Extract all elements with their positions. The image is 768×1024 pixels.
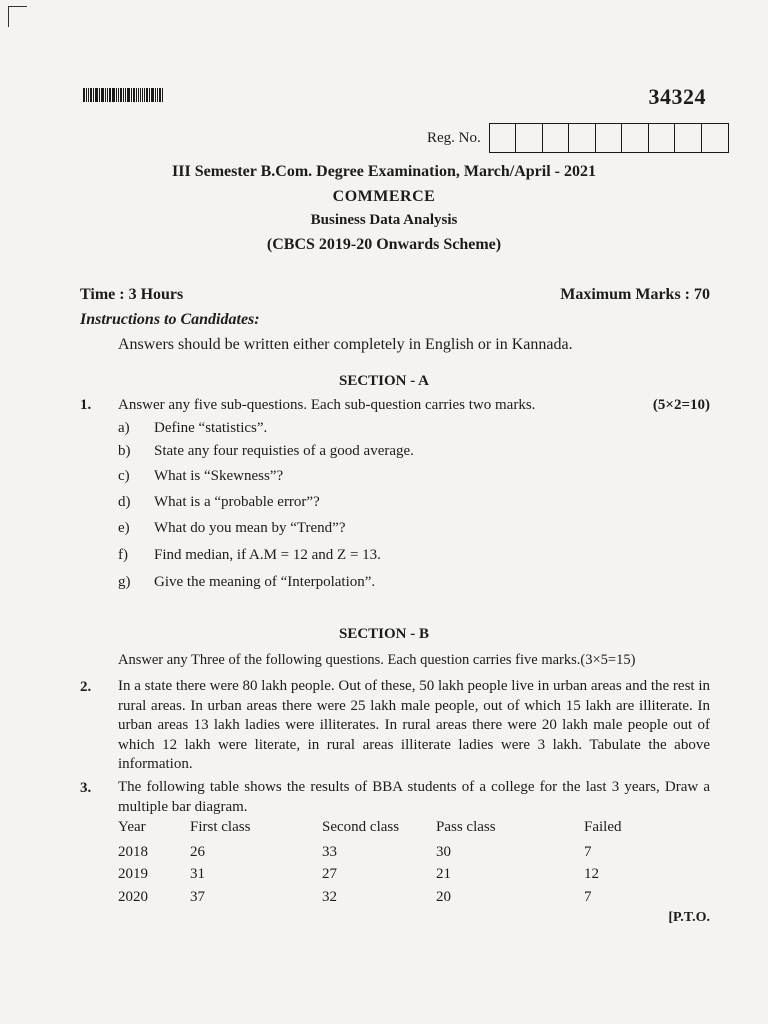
reg-no-label: Reg. No. — [427, 129, 481, 146]
sub-question-text: What is a “probable error”? — [154, 494, 320, 510]
sub-question-label: f) — [118, 547, 128, 563]
table-cell: 26 — [190, 844, 205, 860]
table-header-cell: Pass class — [436, 819, 496, 835]
reg-no-box — [702, 124, 729, 152]
barcode-bar — [101, 88, 102, 102]
paper-title: Business Data Analysis — [310, 212, 458, 228]
table-header-cell: Failed — [584, 819, 622, 835]
barcode-bar — [149, 88, 150, 102]
reg-no-box — [596, 124, 623, 152]
section-b-instruction: Answer any Three of the following questions. Each question carries five marks.(3×5=15) — [118, 652, 636, 668]
table-cell: 2018 — [118, 844, 148, 860]
reg-no-box — [516, 124, 543, 152]
sub-question — [118, 468, 283, 485]
paper-code: 34324 — [648, 84, 706, 109]
reg-no-box — [490, 124, 517, 152]
table-cell: 21 — [436, 866, 451, 882]
time-duration: Time : 3 Hours — [80, 286, 184, 303]
instructions-text: Answers should be written either completely in English or in Kannada. — [118, 336, 573, 353]
table-header-cell: First class — [190, 819, 251, 835]
barcode-bar — [99, 88, 100, 102]
table-cell: 31 — [190, 866, 205, 882]
table-cell: 7 — [584, 844, 592, 860]
table-cell: 37 — [190, 889, 205, 905]
barcode-bar — [140, 88, 142, 102]
barcode-bar — [131, 88, 132, 102]
barcode-bar — [155, 88, 156, 102]
sub-question-text: State any four requisties of a good average. — [154, 443, 414, 459]
reg-no-box — [675, 124, 702, 152]
table-cell: 7 — [584, 889, 592, 905]
maximum-marks: Maximum Marks : 70 — [560, 286, 710, 303]
table-cell: 33 — [322, 844, 337, 860]
barcode-bar — [151, 88, 154, 102]
sub-question-label: d) — [118, 494, 131, 510]
barcode-bar — [146, 88, 148, 102]
sub-question-label: g) — [118, 574, 131, 590]
table-cell: 27 — [322, 866, 337, 882]
sub-question — [118, 574, 375, 591]
sub-question-text: Define “statistics”. — [154, 420, 268, 436]
table-header-cell: Year — [118, 819, 146, 835]
table-cell: 2020 — [118, 889, 148, 905]
barcode-bar — [162, 88, 163, 102]
corner-mark — [8, 6, 27, 27]
barcode-bar — [157, 88, 158, 102]
barcode-bar — [112, 88, 115, 102]
question-1-number: 1. — [80, 397, 92, 413]
barcode-bar — [116, 88, 117, 102]
table-row — [118, 889, 638, 911]
question-2-text: In a state there were 80 lakh people. Out of these, 50 lakh people live in urban areas and the rest in rural areas. In urban areas there were 25 lakh male people, out of which 15 lakh are illiterate. In urban areas 13 lakh ladies were illiterates. In rural areas there were 20 lakh male people out of which 12 lakh were literate, in rural areas illiterate ladies were 3 lakh. Tabulate the above information. — [118, 678, 710, 772]
instructions-heading: Instructions to Candidates: — [80, 311, 260, 328]
barcode-bar — [125, 88, 126, 102]
pto-marker: [P.T.O. — [668, 910, 710, 925]
barcode-bar — [123, 88, 124, 102]
reg-no-box — [543, 124, 570, 152]
subject-title: COMMERCE — [332, 188, 436, 205]
barcode-bar — [86, 88, 87, 102]
barcode-bar — [109, 88, 111, 102]
barcode-bar — [107, 88, 108, 102]
barcode-bar — [95, 88, 98, 102]
question-2-number: 2. — [80, 679, 92, 695]
sub-question-text: Give the meaning of “Interpolation”. — [154, 574, 376, 590]
table-cell: 32 — [322, 889, 337, 905]
reg-no-field — [427, 123, 729, 153]
barcode-bar — [93, 88, 94, 102]
table-header-row — [118, 819, 638, 841]
sub-question — [118, 547, 381, 564]
sub-question-text: What is “Skewness”? — [154, 468, 284, 484]
sub-question-label: e) — [118, 520, 130, 536]
sub-question — [118, 443, 414, 460]
barcode-bar — [136, 88, 137, 102]
barcode-bar — [138, 88, 139, 102]
barcode-bar — [133, 88, 135, 102]
section-a-title: SECTION - A — [338, 373, 430, 389]
exam-title: III Semester B.Com. Degree Examination, March/April - 2021 — [172, 163, 596, 180]
barcode-bar — [144, 88, 145, 102]
sub-question-label: c) — [118, 468, 130, 484]
sub-question-label: b) — [118, 443, 131, 459]
reg-no-box — [622, 124, 649, 152]
barcode-bar — [127, 88, 130, 102]
barcode-bar — [105, 88, 106, 102]
question-1-text: Answer any five sub-questions. Each sub-question carries two marks. — [118, 397, 536, 413]
barcode-bar — [88, 88, 89, 102]
sub-question — [118, 420, 267, 437]
barcode-bar — [142, 88, 143, 102]
sub-question-label: a) — [118, 420, 130, 436]
question-3-text: The following table shows the results of BBA students of a college for the last 3 years, Draw a multiple bar diagram. — [118, 779, 710, 815]
table-cell: 2019 — [118, 866, 148, 882]
question-1-marks: (5×2=10) — [652, 397, 710, 413]
table-row — [118, 866, 638, 888]
scheme-title: (CBCS 2019-20 Onwards Scheme) — [266, 236, 502, 253]
section-b-title: SECTION - B — [338, 626, 430, 642]
table-cell: 12 — [584, 866, 599, 882]
reg-no-box — [569, 124, 596, 152]
sub-question-text: What do you mean by “Trend”? — [154, 520, 346, 536]
table-row — [118, 844, 638, 866]
reg-no-box — [649, 124, 676, 152]
barcode-bar — [83, 88, 85, 102]
sub-question-text: Find median, if A.M = 12 and Z = 13. — [154, 547, 381, 563]
barcode-bar — [102, 88, 104, 102]
table-header-cell: Second class — [322, 819, 400, 835]
barcode — [83, 88, 163, 102]
barcode-bar — [118, 88, 119, 102]
sub-question — [118, 494, 320, 511]
reg-no-boxes — [489, 123, 730, 153]
table-cell: 30 — [436, 844, 451, 860]
question-3-number: 3. — [80, 780, 92, 796]
table-cell: 20 — [436, 889, 451, 905]
barcode-bar — [90, 88, 92, 102]
sub-question — [118, 520, 345, 537]
barcode-bar — [159, 88, 161, 102]
barcode-bar — [120, 88, 122, 102]
